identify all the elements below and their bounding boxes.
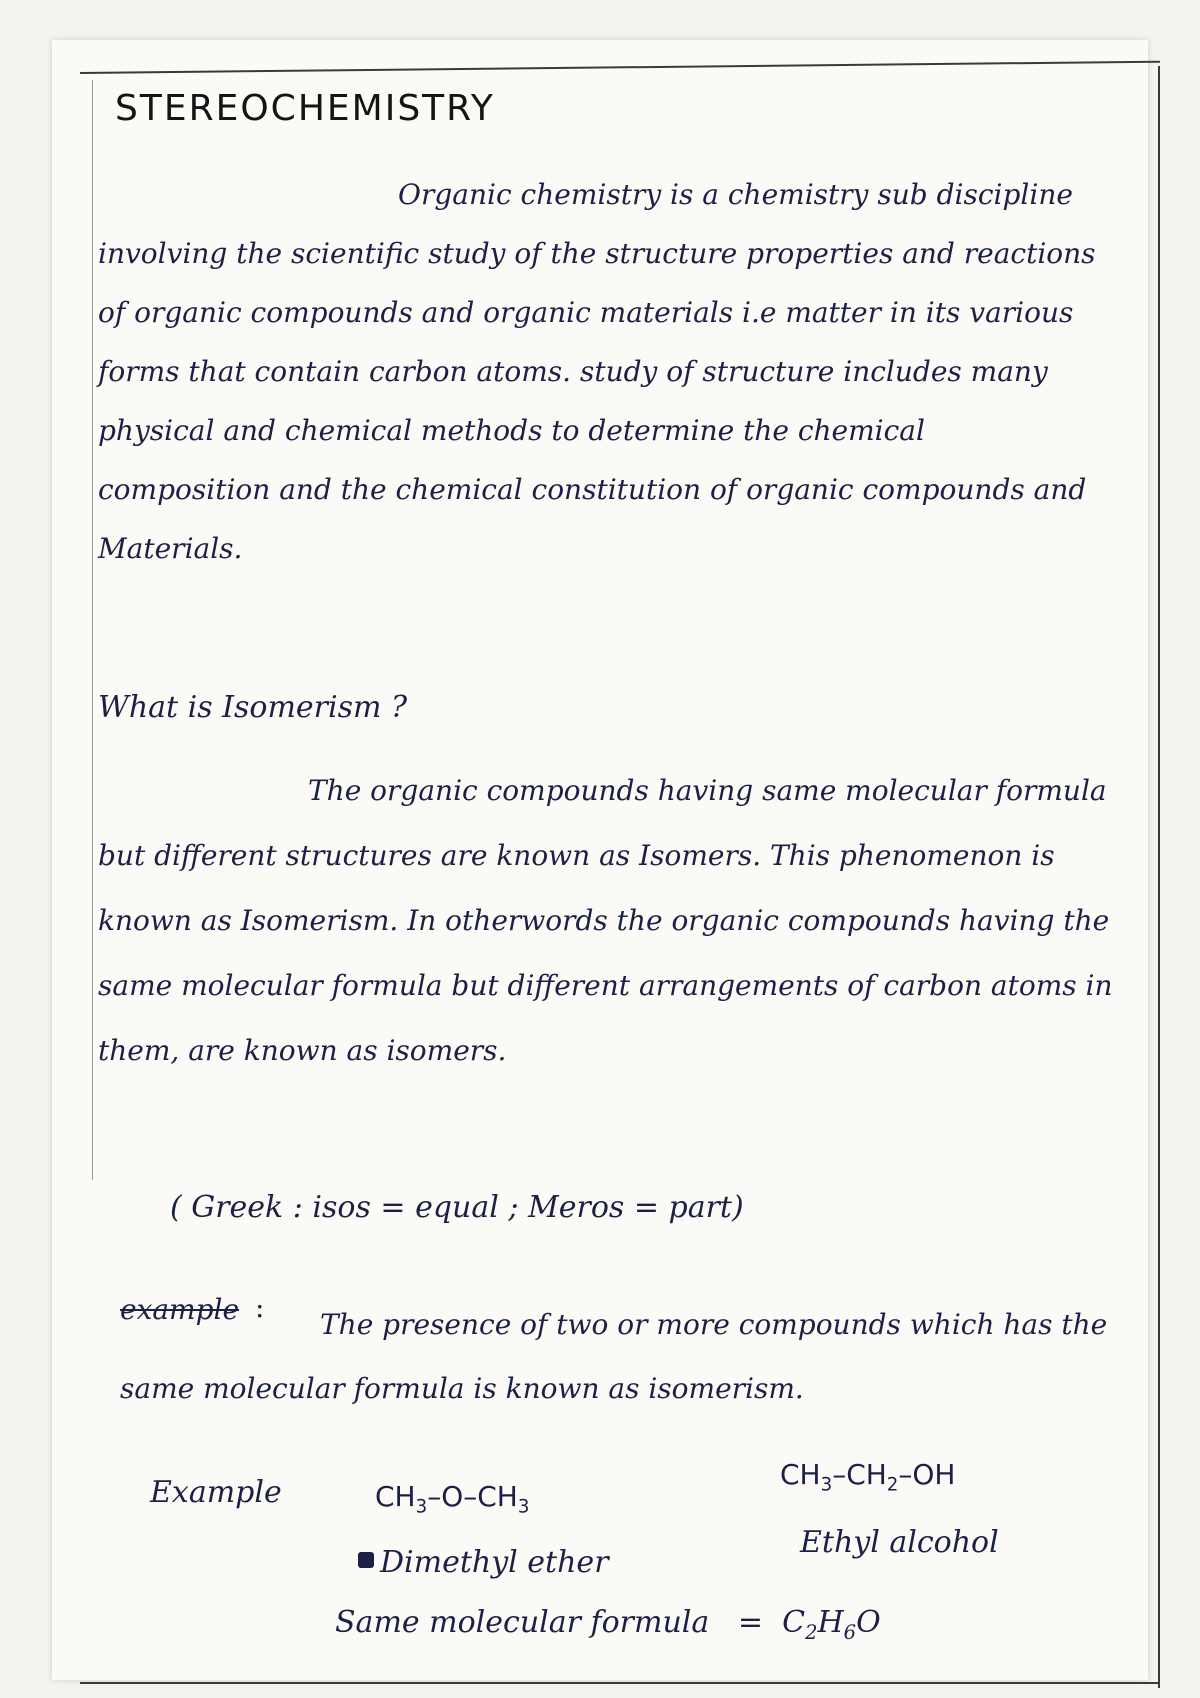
formula-ethyl-alcohol: $CH_3-CH_2-OH$ [780, 1458, 956, 1496]
example-paragraph: The presence of two or more compounds which has the same molecular formula is known as isomerism. [120, 1308, 1108, 1405]
name-dimethyl-ether: Dimethyl ether [380, 1545, 609, 1580]
page-border-right [1158, 66, 1160, 1688]
scribble-mark [358, 1552, 374, 1568]
example-colon: : [255, 1291, 265, 1324]
margin-line [92, 80, 93, 1180]
page-title: STEREOCHEMISTRY [115, 88, 495, 129]
intro-paragraph: Organic chemistry is a chemistry sub discipline involving the scientific study of the structure properties and reactions of organic compounds and organic materials i.e matter in its various forms that contain carbon atoms. study of structure includes many physical and chemical methods to determine the chemical composition and the chemical constitution of organic compounds and Materials. [98, 178, 1096, 565]
formula-dimethyl-ether: $CH_3-O-CH_3$ [375, 1480, 530, 1518]
name-ethyl-alcohol: Ethyl alcohol [800, 1525, 999, 1560]
same-molecular-formula: Same molecular formula = $C_2H_6O$ [335, 1605, 881, 1644]
greek-etymology: ( Greek : isos = equal ; Meros = part) [170, 1190, 744, 1225]
example-label: Example [150, 1475, 282, 1510]
example-label-struck: example [120, 1293, 240, 1326]
section-heading: What is Isomerism ? [98, 690, 408, 725]
definition-paragraph: The organic compounds having same molecular formula but different structures are known as Isomers. This phenomenon is known as Isomerism. In otherwords the organic compounds having the same molecular formula but different arrangements of carbon atoms in them, are known as isomers. [98, 774, 1113, 1067]
page-border-bottom [80, 1682, 1160, 1684]
